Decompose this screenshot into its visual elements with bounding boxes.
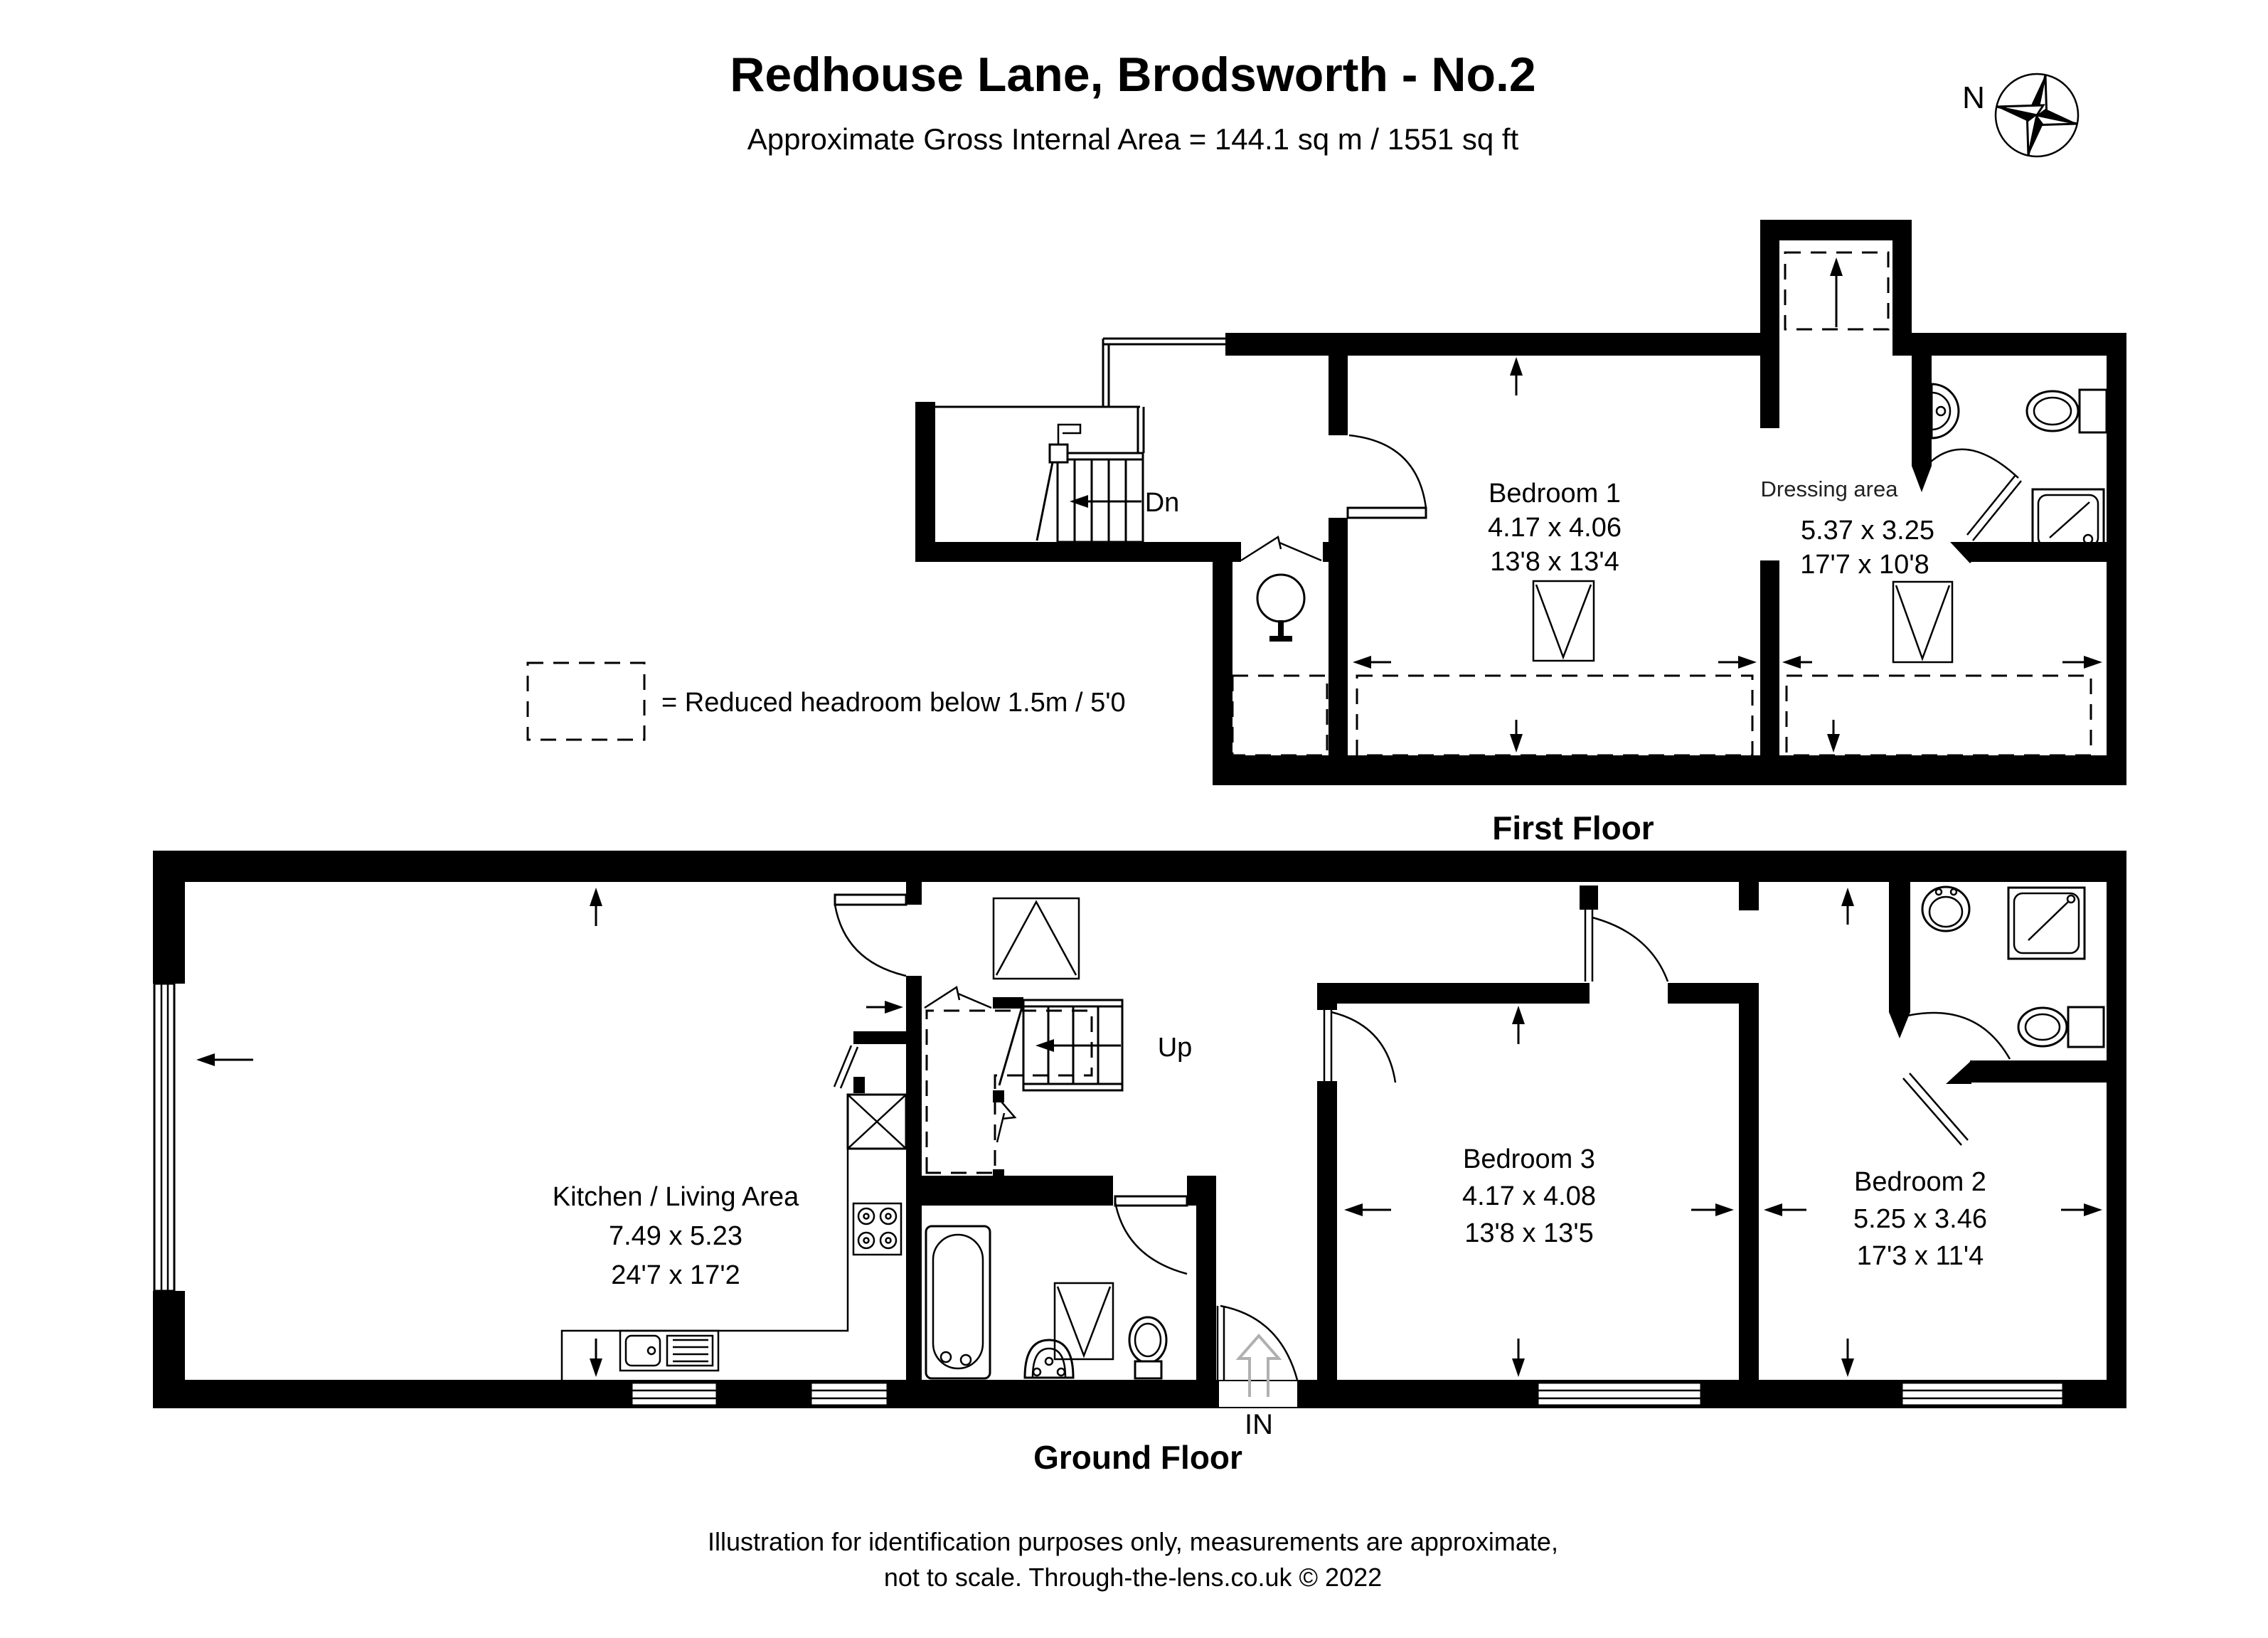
legend-reduced-headroom-swatch <box>528 663 644 740</box>
bedroom2-name: Bedroom 2 <box>1854 1167 1986 1197</box>
ground-bathroom-toilet-icon <box>1129 1317 1166 1378</box>
first-bathroom-door <box>1923 450 2021 541</box>
footer-line2: not to scale. Through-the-lens.co.uk © 2022 <box>883 1563 1383 1592</box>
entrance-label: IN <box>1245 1409 1273 1440</box>
bedroom3-side-door <box>1324 1010 1395 1083</box>
bedroom2-window <box>1902 1383 2063 1405</box>
stairvoid-opening-break <box>925 987 991 1008</box>
wc-pedestal-basin-icon <box>1257 575 1304 642</box>
stairwell-void-lines <box>935 339 1225 453</box>
understair-opening-break <box>997 1097 1015 1142</box>
ground-floor-walls <box>153 851 2126 1408</box>
first-floor-dimension-arrows <box>1353 257 2102 752</box>
bedroom3-window <box>1538 1383 1701 1405</box>
dressing-name: Dressing area <box>1760 477 1898 501</box>
hob-icon <box>853 1203 901 1255</box>
header <box>730 48 1535 156</box>
first-floor-plan <box>915 220 2126 846</box>
bathroom-cupboard-icon <box>1055 1283 1113 1359</box>
kitchen-bottom-window-2 <box>811 1383 888 1405</box>
ground-floor-label: Ground Floor <box>1033 1439 1242 1476</box>
entrance-door <box>1218 1306 1297 1440</box>
bedroom3-name: Bedroom 3 <box>1463 1144 1595 1174</box>
legend-text: = Reduced headroom below 1.5m / 5'0 <box>661 688 1126 718</box>
ground-bathroom-door <box>1115 1196 1187 1274</box>
page-subtitle: Approximate Gross Internal Area = 144.1 sq m / 1551 sq ft <box>747 122 1519 156</box>
dressing-wardrobe-icon <box>1893 582 1952 662</box>
stairs-down-label: Dn <box>1144 488 1180 518</box>
ground-floor-dimension-arrows <box>196 888 2102 1377</box>
hall-cupboard-icon <box>994 898 1079 979</box>
bedroom1-door <box>1348 435 1426 518</box>
kitchen-metric: 7.49 x 5.23 <box>608 1221 743 1251</box>
page-title: Redhouse Lane, Brodsworth - No.2 <box>730 48 1536 102</box>
ensuite-toilet-icon <box>2018 1007 2104 1047</box>
ensuite-basin-icon <box>1922 887 1969 931</box>
bedroom1-imperial: 13'8 x 13'4 <box>1490 547 1619 577</box>
ensuite-shower-icon <box>2008 888 2085 959</box>
ground-floor-plan <box>153 851 2126 1476</box>
kitchen-imperial: 24'7 x 17'2 <box>611 1260 740 1290</box>
compass-north-label: N <box>1962 80 1985 115</box>
boiler-cupboard-icon <box>848 1095 906 1149</box>
bedroom3-top-door <box>1585 910 1668 982</box>
wc-opening-break <box>1241 537 1321 560</box>
kitchen-side-window <box>154 984 174 1291</box>
dressing-metric: 5.37 x 3.25 <box>1800 516 1935 546</box>
first-floor-reduced-headroom <box>1233 252 2091 755</box>
bedroom2-metric: 5.25 x 3.46 <box>1853 1204 1988 1234</box>
bedroom1-name: Bedroom 1 <box>1489 479 1621 509</box>
first-floor-label: First Floor <box>1492 809 1654 846</box>
ground-floor-reduced-headroom <box>927 1011 1092 1173</box>
newel-post <box>1050 445 1068 462</box>
kitchen-sink-icon <box>620 1331 718 1371</box>
kitchen-bottom-window-1 <box>632 1383 717 1405</box>
bedroom1-metric: 4.17 x 4.06 <box>1487 513 1622 543</box>
kitchen-door <box>835 895 906 976</box>
kitchen-name: Kitchen / Living Area <box>552 1182 799 1212</box>
bedroom3-imperial: 13'8 x 13'5 <box>1464 1218 1594 1248</box>
first-bathroom-toilet-icon <box>2027 390 2107 432</box>
stairs-up <box>999 1000 1192 1090</box>
stair-flag <box>1058 425 1080 445</box>
bath-icon <box>926 1226 990 1378</box>
bedroom1-wardrobe-icon <box>1533 581 1594 661</box>
stairs-up-label: Up <box>1157 1033 1193 1063</box>
bedroom3-metric: 4.17 x 4.08 <box>1462 1181 1597 1211</box>
legend <box>528 663 1126 740</box>
stairs-down <box>1037 425 1179 542</box>
compass-icon <box>1962 74 2078 156</box>
dressing-imperial: 17'7 x 10'8 <box>1800 550 1929 580</box>
footer-line1: Illustration for identification purposes only, measurements are approximate, <box>708 1527 1558 1556</box>
footer <box>708 1527 1558 1592</box>
bedroom2-imperial: 17'3 x 11'4 <box>1856 1241 1984 1271</box>
